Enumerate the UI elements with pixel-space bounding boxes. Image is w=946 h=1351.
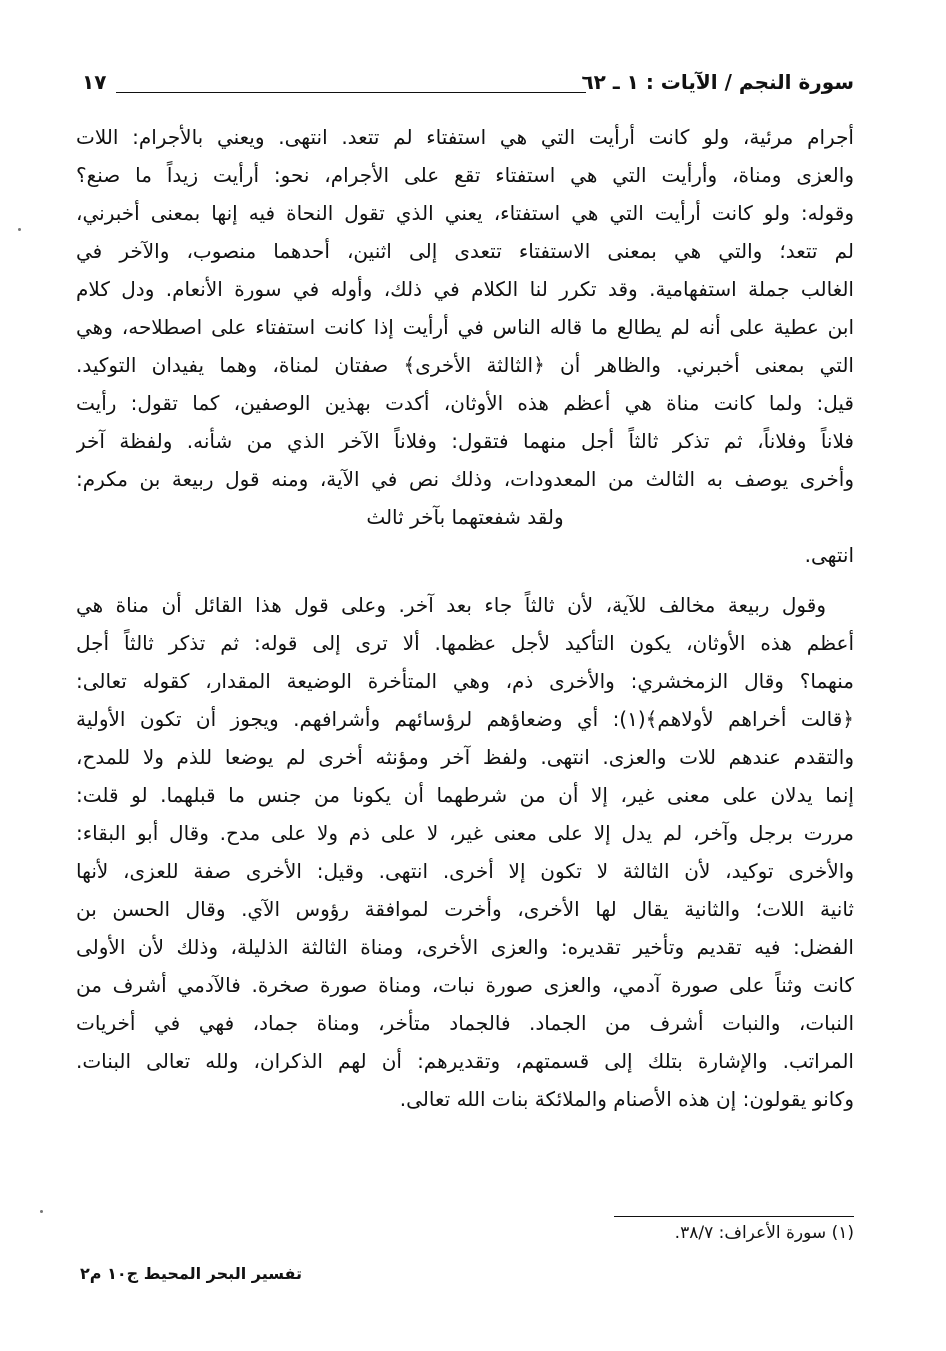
- text-line: لم تتعد؛ والتي هي بمعنى الاستفتاء تتعدى إلى اثنين، أحدهما منصوب، والآخر في: [76, 239, 854, 263]
- text-line: مررت برجل وآخر، لم يدل إلا على معنى غير، لا على ذم ولا على مدح. وقال أبو البقاء:: [76, 821, 854, 845]
- footnote: (١) سورة الأعراف: ٣٨/٧.: [674, 1223, 854, 1243]
- text-line: ابن عطية على أنه لم يطالع ما قاله الناس في أرأيت إذا كانت استفتاء على اصطلاحه، وهي: [76, 315, 854, 339]
- text-line: والتقدم عندهم للات والعزى. انتهى. ولفظ آخر ومؤنثه أخرى لم يوضعا للذم ولا للمدح،: [76, 745, 854, 769]
- text-line: والأخرى توكيد، لأن الثالثة لا تكون إلا أخرى. انتهى. وقيل: الأخرى صفة للعزى، لأنها: [76, 859, 854, 883]
- surah-title: سورة النجم / الآيات : ١ ـ ٦٢: [581, 70, 854, 94]
- scan-speck: [40, 1210, 43, 1213]
- running-header: [82, 66, 854, 106]
- text-line: الفضل: فيه تقديم وتأخير تقديره: والعزى الأخرى، ومناة الثالثة الذليلة، وذلك لأن الأولى: [76, 935, 854, 959]
- text-line: أعظم هذه الأوثان، يكون التأكيد لأجل عظمها. ألا ترى إلى قوله: ثم تذكر ثالثاً أجل: [76, 631, 854, 655]
- footnote-rule: [614, 1216, 854, 1217]
- text-line: والعزى ومناة، وأرأيت التي هي استفتاء تقع على الأجرام، نحو: أرأيت زيداً ما صنع؟: [76, 163, 854, 187]
- text-line: ﴿قالت أخراهم لأولاهم﴾(١): أي وضعاؤهم لرؤسائهم وأشرافهم. ويجوز أن تكون الأولية: [76, 707, 854, 731]
- text-line: وقول ربيعة مخالف للآية، لأن ثالثاً جاء بعد آخر. وعلى قول هذا القائل أن مناة هي: [76, 593, 826, 617]
- text-line: أجرام مرئية، ولو كانت أرأيت التي هي استفتاء لم تتعد. انتهى. ويعني بالأجرام: اللات: [76, 125, 854, 149]
- text-line: وقوله: ولو كانت أرأيت التي هي استفتاء، يعني الذي تقول النحاة فيه إنها بمعنى أخبرني،: [76, 201, 854, 225]
- text-line: فلاناً وفلاناً، ثم تذكر ثالثاً أجل منهما فتقول: وفلاناً الآخر الذي من شأنه. ولفظة آخر: [76, 429, 854, 453]
- paragraph-gap: [76, 574, 854, 586]
- text-line: قيل: ولما كانت مناة هي أعظم هذه الأوثان، أكدت بهذين الوصفين، كما تقول: رأيت: [76, 391, 854, 415]
- text-line: كانت وثناً على صورة آدمي، والعزى صورة نبات، ومناة صورة صخرة. فالآدمي أشرف من: [76, 973, 854, 997]
- poetry-verse: ولقد شفعتهما بآخر ثالث: [366, 505, 564, 529]
- header-rule: [116, 92, 586, 93]
- text-line: وأخرى يوصف به الثالث من المعدودات، وذلك نص في الآية، ومنه قول ربيعة بن مكرم:: [76, 467, 854, 491]
- text-line: وكانو يقولون: إن هذه الأصنام والملائكة بنات الله تعالى.: [399, 1087, 854, 1111]
- text-line: انتهى.: [804, 543, 854, 567]
- book-signature: تفسير البحر المحيط ج١٠ م٢: [80, 1264, 303, 1283]
- text-line: النبات، والنبات أشرف من الجماد. فالجماد متأخر، ومناة جماد، فهي في أخريات: [76, 1011, 854, 1035]
- text-line: منهما؟ وقال الزمخشري: والأخرى ذم، وهي المتأخرة الوضيعة المقدار، كقوله تعالى:: [76, 669, 854, 693]
- page-number: ١٧: [82, 70, 107, 94]
- scan-speck: [18, 228, 21, 231]
- text-line: ثانية اللات؛ والثانية يقال لها الأخرى، وأخرت لموافقة رؤوس الآي. وقال الحسن بن: [76, 897, 854, 921]
- text-line: المراتب. والإشارة بتلك إلى قسمتهم، وتقديرهم: أن لهم الذكران، ولله تعالى البنات.: [76, 1049, 854, 1073]
- text-line: الغالب جملة استفهامية. وقد تكرر لنا الكلام في ذلك، وأوله في سورة الأنعام. ودل كلام: [76, 277, 854, 301]
- tafsir-text: [76, 118, 854, 1118]
- text-line: التي بمعنى أخبرني. والظاهر أن ﴿الثالثة الأخرى﴾ صفتان لمناة، وهما يفيدان التوكيد.: [76, 353, 854, 377]
- text-line: إنما يدلان على معنى غير، إلا أن من شرطهما أن يكونا من جنس ما قبلهما. لو قلت:: [76, 783, 854, 807]
